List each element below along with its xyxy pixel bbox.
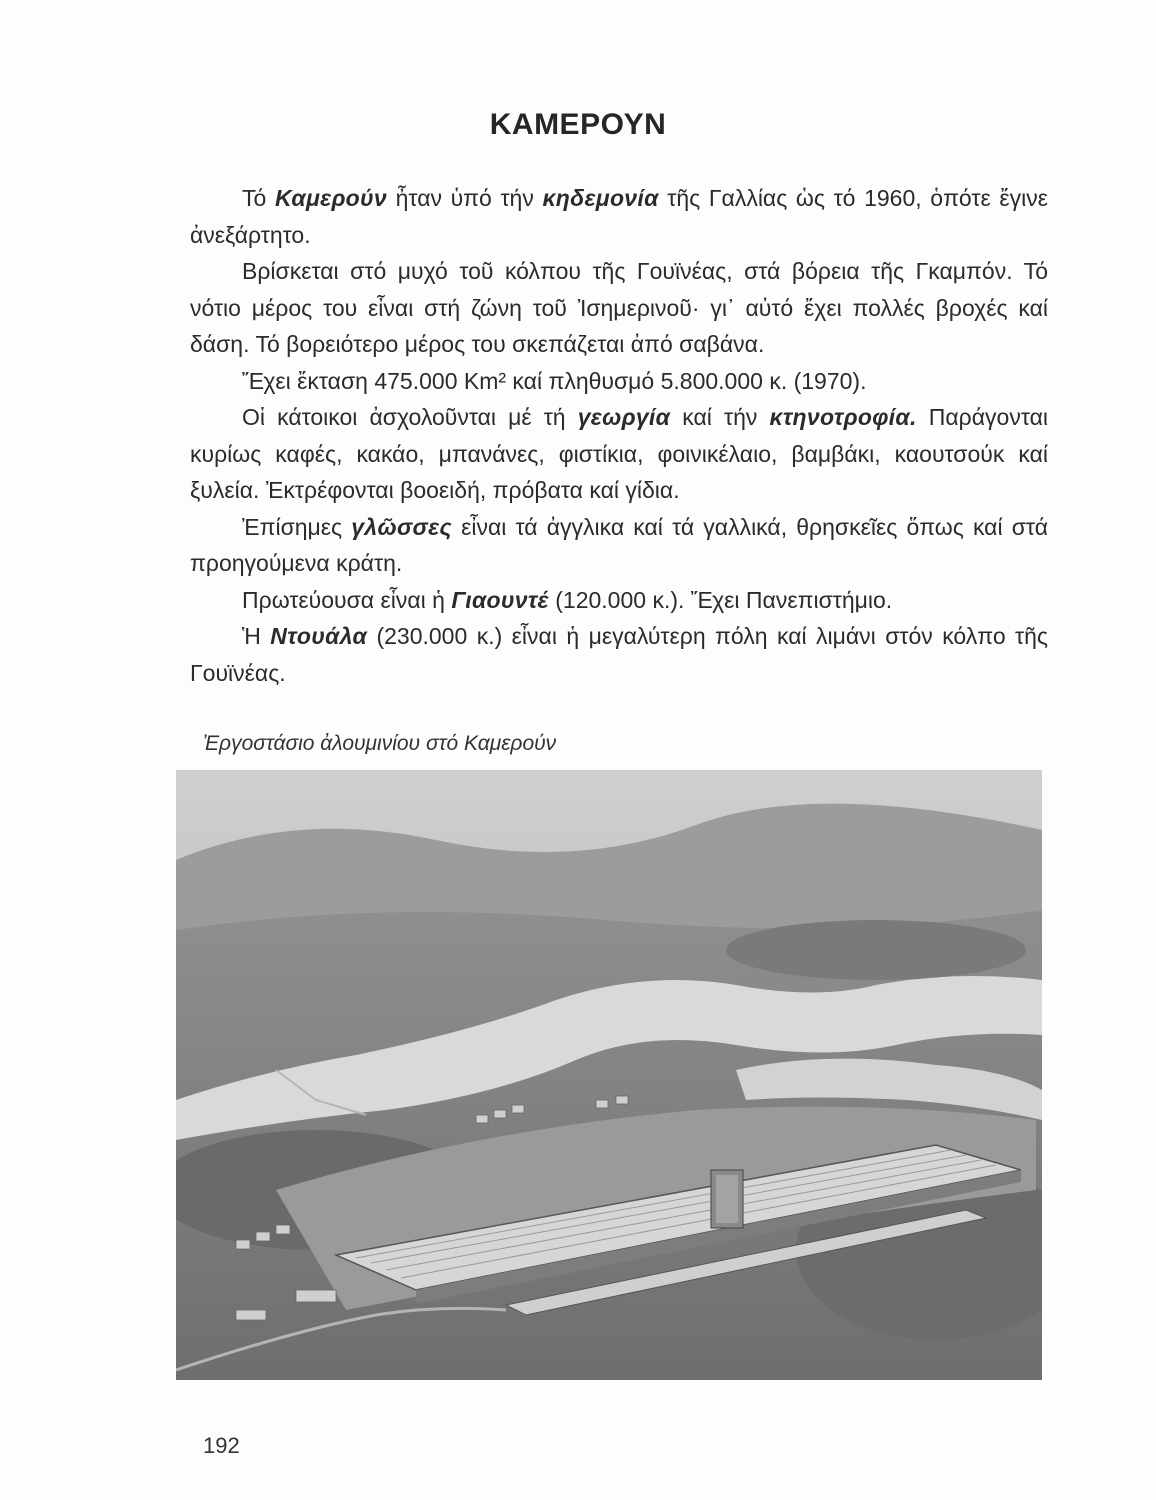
emphasis-term: γλῶσσες: [351, 513, 452, 540]
emphasis-city: Ντουάλα: [270, 623, 368, 649]
text-run: Οἱ κάτοικοι ἀσχολοῦνται μέ τή: [242, 404, 578, 430]
paragraph-capital: [190, 582, 1048, 619]
emphasis-term: κτηνοτροφία.: [769, 404, 917, 430]
text-run: Ἡ: [242, 623, 271, 649]
photo-caption: Ἐργοστάσιο ἀλουμινίου στό Καμερούν: [203, 732, 557, 755]
text-run: καί τήν: [670, 404, 770, 430]
text-run: Ἐπίσημες: [242, 513, 352, 540]
paragraph-area-population: Ἔχει ἔκταση 475.000 Km² καί πληθυσμό 5.800.000 κ. (1970).: [242, 367, 867, 394]
text-run: Τό: [242, 185, 275, 211]
factory-tower-face: [716, 1175, 738, 1223]
emphasis-term: κηδεμονία: [542, 185, 659, 211]
paragraph-geography: Βρίσκεται στό μυχό τοῦ κόλπου τῆς Γουϊνέας, στά βόρεια τῆς Γκαμπόν. Τό νότιο μέρος του εἶναι στή ζώνη τοῦ Ἰσημερινοῦ· γι᾿ αὐτό ἔχει πολλές βροχές καί δάση. Τό βορειότερο μέρος του σκεπάζεται ἀπό σαβάνα.: [190, 258, 1048, 357]
page-title: ΚΑΜΕΡΟΥΝ: [489, 108, 667, 141]
text-run: Πρωτεύουσα εἶναι ἡ: [242, 586, 452, 613]
page-number: 192: [203, 1433, 240, 1458]
paragraph-economy: [190, 399, 1048, 509]
paragraph-largest-city: [190, 618, 1048, 691]
aerial-photo-aluminium-factory: [176, 770, 1042, 1380]
paragraph-history: [190, 180, 1048, 253]
text-run: ἦταν ὑπό τήν: [387, 185, 543, 211]
text-run: (120.000 κ.). Ἔχει Πανεπιστήμιο.: [548, 586, 893, 613]
photo-illustration: [176, 770, 1042, 1380]
emphasis-term: γεωργία: [577, 404, 671, 430]
text-run: (230.000 κ.) εἶναι ἡ μεγαλύτερη πόλη καί λιμάνι στόν κόλπο τῆς Γουϊνέας.: [190, 623, 1048, 686]
paragraph-languages: [190, 509, 1048, 582]
text-run: τῆς Γαλλίας ὡς τό 1960, ὁπότε ἔγινε ἀνεξάρτητο.: [190, 185, 1048, 248]
forest-patch: [726, 920, 1026, 980]
text-run: Παράγονται κυρίως καφές, κακάο, μπανάνες, φιστίκια, φοινικέλαιο, βαμβάκι, καουτσούκ καί ξυλεία. Ἐκτρέφονται βοοειδή, πρόβατα καί γίδια.: [190, 404, 1048, 503]
text-run: εἶναι τά ἀγγλικα καί τά γαλλικά, θρησκεῖες ὅπως καί στά προηγούμενα κράτη.: [190, 513, 1048, 576]
emphasis-country: Καμερούν: [274, 185, 388, 211]
emphasis-city: Γιαουντέ: [451, 586, 549, 613]
article-body: [190, 180, 1048, 691]
